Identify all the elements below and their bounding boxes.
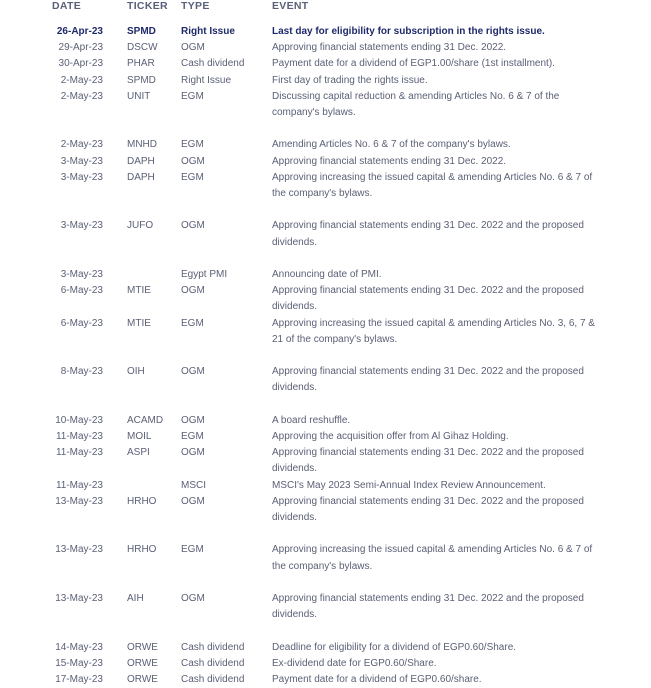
date-cell: 2-May-23	[60, 90, 103, 102]
column-header-event: EVENT	[272, 0, 309, 12]
row-spacer	[0, 575, 651, 591]
date-cell: 3-May-23	[60, 155, 103, 167]
ticker-cell: ASPI	[127, 447, 150, 459]
event-cell: Payment date for a dividend of EGP1.00/share (1st installment).	[272, 58, 555, 70]
date-cell: 10-May-23	[55, 414, 103, 426]
ticker-cell: SPMD	[127, 74, 156, 86]
ticker-cell: UNIT	[127, 90, 151, 102]
date-cell: 2-May-23	[60, 139, 103, 151]
event-cell: Approving financial statements ending 31 Dec. 2022 and the proposed dividends.	[272, 366, 584, 394]
ticker-cell: ACAMD	[127, 414, 164, 426]
event-cell: Approving financial statements ending 31 Dec. 2022 and the proposed dividends.	[272, 447, 584, 475]
date-cell: 13-May-23	[55, 593, 103, 604]
type-cell: OGM	[181, 155, 205, 167]
date-cell: 17-May-23	[55, 674, 103, 685]
table-row	[0, 478, 651, 494]
date-cell: 3-May-23	[60, 220, 103, 232]
table-row	[0, 267, 651, 283]
type-cell: OGM	[181, 366, 205, 378]
event-cell: First day of trading the rights issue.	[272, 74, 428, 86]
event-cell: Announcing date of PMI.	[272, 269, 382, 280]
table-row	[0, 170, 651, 202]
table-row	[0, 24, 651, 40]
type-cell: Cash dividend	[181, 657, 245, 669]
table-row	[0, 218, 651, 250]
type-cell: EGM	[181, 544, 204, 556]
event-cell: Approving financial statements ending 31 Dec. 2022 and the proposed dividends.	[272, 495, 584, 524]
column-header-ticker: TICKER	[127, 0, 168, 12]
ticker-cell: ORWE	[127, 674, 158, 685]
events-table	[0, 24, 651, 688]
ticker-cell: DSCW	[127, 42, 158, 54]
type-cell: OGM	[181, 447, 205, 459]
row-spacer	[0, 623, 651, 639]
type-cell: Right Issue	[181, 26, 235, 37]
row-spacer	[0, 202, 651, 218]
table-row	[0, 429, 651, 445]
table-row	[0, 154, 651, 170]
ticker-cell: MTIE	[127, 317, 151, 329]
event-cell: Approving financial statements ending 31 Dec. 2022 and the proposed dividends.	[272, 285, 584, 313]
row-spacer	[0, 526, 651, 542]
table-header	[0, 0, 651, 14]
type-cell: EGM	[181, 431, 204, 442]
column-header-date: DATE	[52, 0, 82, 12]
table-row	[0, 591, 651, 623]
date-cell: 11-May-23	[55, 447, 103, 459]
type-cell: Cash dividend	[181, 641, 245, 653]
type-cell: Right Issue	[181, 74, 232, 86]
event-cell: Payment date for a dividend of EGP0.60/share.	[272, 674, 482, 685]
event-cell: MSCI's May 2023 Semi-Annual Index Review Announcement.	[272, 479, 546, 491]
ticker-cell: OIH	[127, 366, 145, 378]
type-cell: OGM	[181, 495, 205, 507]
table-row	[0, 364, 651, 396]
ticker-cell: SPMD	[127, 26, 156, 37]
ticker-cell: MNHD	[127, 139, 157, 151]
table-row	[0, 137, 651, 153]
type-cell: OGM	[181, 285, 205, 297]
ticker-cell: PHAR	[127, 58, 155, 70]
ticker-cell: MTIE	[127, 285, 151, 297]
table-row	[0, 73, 651, 89]
row-spacer	[0, 251, 651, 267]
ticker-cell: JUFO	[127, 220, 154, 232]
table-row	[0, 656, 651, 672]
ticker-cell: MOIL	[127, 431, 152, 442]
ticker-cell: AIH	[127, 593, 144, 604]
event-cell: Discussing capital reduction & amending Articles No. 6 & 7 of the company's bylaws.	[272, 90, 560, 119]
date-cell: 15-May-23	[55, 657, 103, 669]
date-cell: 14-May-23	[55, 641, 103, 653]
row-spacer	[0, 348, 651, 364]
event-cell: Last day for eligibility for subscription in the rights issue.	[272, 26, 545, 37]
date-cell: 30-Apr-23	[58, 58, 103, 70]
date-cell: 6-May-23	[60, 317, 103, 329]
event-cell: Ex-dividend date for EGP0.60/Share.	[272, 657, 437, 669]
type-cell: OGM	[181, 593, 205, 604]
event-cell: Approving increasing the issued capital & amending Articles No. 6 & 7 of the company's bylaws.	[272, 171, 593, 200]
type-cell: EGM	[181, 171, 204, 183]
event-cell: Approving financial statements ending 31 Dec. 2022 and the proposed dividends.	[272, 593, 584, 621]
type-cell: Cash dividend	[181, 674, 245, 685]
type-cell: MSCI	[181, 479, 206, 491]
table-row	[0, 316, 651, 348]
event-cell: Approving the acquisition offer from Al Gihaz Holding.	[272, 431, 509, 442]
event-cell: Approving increasing the issued capital & amending Articles No. 6 & 7 of the company's bylaws.	[272, 544, 593, 572]
event-cell: Deadline for eligibility for a dividend of EGP0.60/Share.	[272, 641, 517, 653]
type-cell: Cash dividend	[181, 58, 245, 70]
event-cell: Amending Articles No. 6 & 7 of the company's bylaws.	[272, 139, 511, 151]
date-cell: 13-May-23	[55, 495, 103, 507]
date-cell: 11-May-23	[55, 479, 103, 491]
type-cell: EGM	[181, 317, 204, 329]
date-cell: 3-May-23	[60, 269, 103, 280]
row-spacer	[0, 121, 651, 137]
date-cell: 13-May-23	[55, 544, 103, 556]
row-spacer	[0, 397, 651, 413]
type-cell: EGM	[181, 90, 204, 102]
table-row	[0, 640, 651, 656]
column-header-type: TYPE	[181, 0, 210, 12]
date-cell: 3-May-23	[60, 171, 103, 183]
table-row	[0, 413, 651, 429]
type-cell: OGM	[181, 42, 205, 54]
ticker-cell: DAPH	[127, 171, 155, 183]
table-row	[0, 283, 651, 315]
type-cell: OGM	[181, 414, 205, 426]
date-cell: 11-May-23	[55, 431, 103, 442]
table-row	[0, 445, 651, 477]
type-cell: EGM	[181, 139, 204, 151]
date-cell: 26-Apr-23	[56, 26, 103, 37]
table-row	[0, 672, 651, 688]
date-cell: 2-May-23	[60, 74, 103, 86]
event-cell: Approving financial statements ending 31 Dec. 2022.	[272, 42, 507, 54]
table-row	[0, 89, 651, 121]
table-row	[0, 542, 651, 574]
event-cell: Approving financial statements ending 31 Dec. 2022.	[272, 155, 507, 167]
table-row	[0, 494, 651, 526]
type-cell: Egypt PMI	[181, 269, 228, 280]
table-row	[0, 40, 651, 56]
table-row	[0, 56, 651, 72]
date-cell: 8-May-23	[60, 366, 103, 378]
ticker-cell: HRHO	[127, 495, 157, 507]
ticker-cell: HRHO	[127, 544, 157, 556]
type-cell: OGM	[181, 220, 205, 232]
ticker-cell: ORWE	[127, 657, 158, 669]
date-cell: 6-May-23	[60, 285, 103, 297]
ticker-cell: ORWE	[127, 641, 158, 653]
event-cell: Approving increasing the issued capital & amending Articles No. 3, 6, 7 & 21 of the company's bylaws.	[272, 317, 595, 345]
date-cell: 29-Apr-23	[58, 42, 103, 54]
ticker-cell: DAPH	[127, 155, 155, 167]
event-cell: A board reshuffle.	[272, 414, 351, 426]
event-cell: Approving financial statements ending 31 Dec. 2022 and the proposed dividends.	[272, 220, 584, 248]
